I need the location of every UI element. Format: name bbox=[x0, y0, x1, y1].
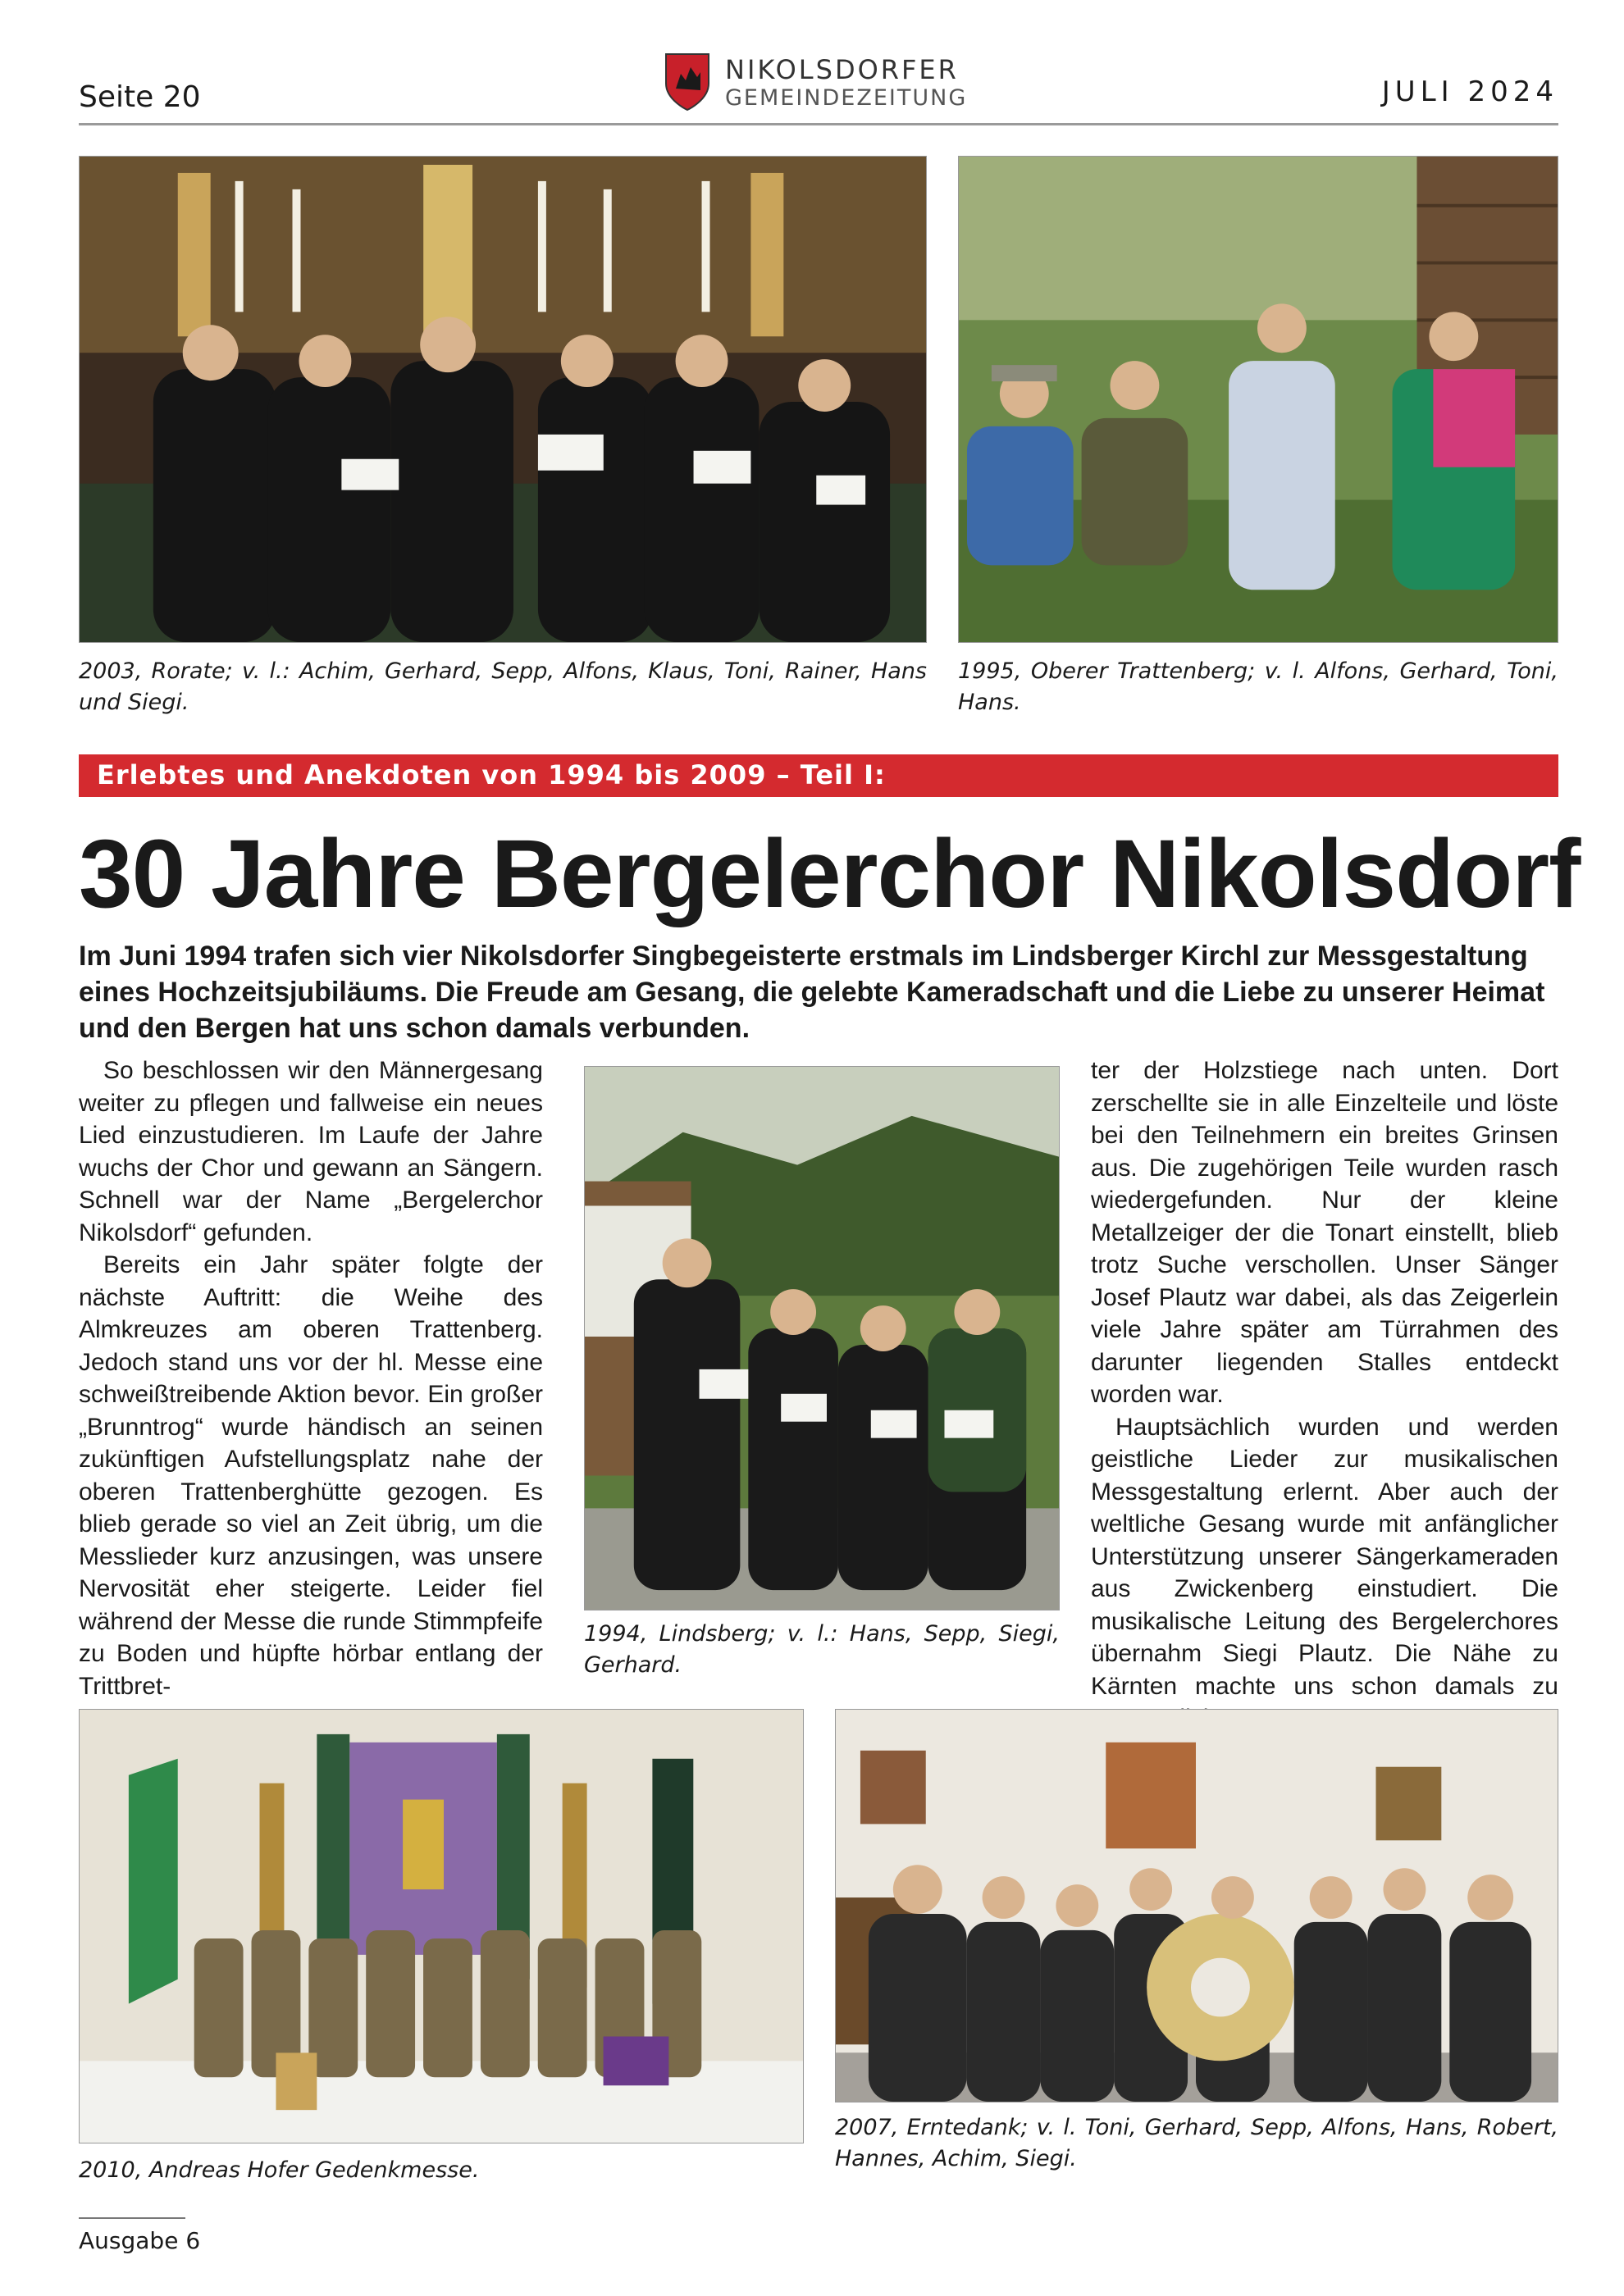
photo-gedenkmesse bbox=[79, 1709, 804, 2143]
paragraph: So beschlossen wir den Männergesang weiter zu pflegen und fallweise ein neues Lied einzustudieren. Im Laufe der Jahre wuchs der Chor und gewann an Sängern. Schnell war der Name „Bergelerchor Nikolsdorf“ gefunden. bbox=[79, 1057, 543, 1246]
section-kicker bbox=[79, 754, 1558, 797]
municipal-crest-icon bbox=[664, 52, 710, 112]
caption-rorate: 2003, Rorate; v. l.: Achim, Gerhard, Sepp, Alfons, Klaus, Toni, Rainer, Hans und Siegi. bbox=[79, 658, 927, 715]
article-column-3 bbox=[1091, 1055, 1558, 1735]
caption-trattenberg: 1995, Oberer Trattenberg; v. l. Alfons, Gerhard, Toni, Hans. bbox=[958, 658, 1558, 715]
photo-rorate bbox=[79, 156, 927, 643]
article-headline: 30 Jahre Bergelerchor Nikolsdorf bbox=[79, 820, 1581, 928]
photo-erntedank bbox=[835, 1709, 1558, 2102]
masthead bbox=[664, 52, 1009, 118]
issue-number: Ausgabe 6 bbox=[79, 2227, 201, 2254]
masthead-title: NIKOLSDORFER bbox=[725, 54, 959, 85]
caption-erntedank: 2007, Erntedank; v. l. Toni, Gerhard, Sepp, Alfons, Hans, Robert, Hannes, Achim, Siegi. bbox=[835, 2115, 1558, 2171]
paragraph: Bereits ein Jahr später folgte der nächste Auftritt: die Weihe des Almkreuzes am oberen Trattenberg. Jedoch stand uns vor der hl. Messe eine schweißtreibende Aktion bevor. Ein großer „Brunntrog“ wurde händisch an seinen zukünftigen Aufstellungsplatz nahe der oberen Trattenberghütte gezogen. Es blieb gerade so viel an Zeit übrig, um die Messlieder kurz anzusingen, was unsere Nervosität eher steigerte. Leider fiel während der Messe die runde Stimmpfeife zu Boden und hüpfte hörbar entlang der Trittbret- bbox=[79, 1251, 543, 1700]
caption-gedenkmesse: 2010, Andreas Hofer Gedenkmesse. bbox=[79, 2157, 480, 2183]
paragraph: Hauptsächlich wurden und werden geistliche Lieder zur musikalischen Messgestaltung erlernt. Aber auch der weltliche Gesang wurde mit anfänglicher Unterstützung unserer Sängerkameraden aus Zwickenberg einstudiert. Die musikalische Leitung des Bergelerchores übernahm Siegi Plautz. Die Nähe zu Kärnten machte uns schon damals zu bbox=[1091, 1413, 1558, 1700]
issue-date: JULI 2024 bbox=[1381, 75, 1558, 108]
footer-divider bbox=[79, 2217, 185, 2219]
page-number: Seite 20 bbox=[79, 80, 201, 114]
masthead-subtitle: GEMEINDEZEITUNG bbox=[725, 85, 968, 111]
paragraph: ter der Holzstiege nach unten. Dort zerschellte sie in alle Einzelteile und löste bei den Teilnehmern ein breites Grinsen aus. Die zugehörigen Teile wurden rasch wiedergefunden. Nur der kleine Metallzeiger der die Tonart einstellt, blieb trotz Suche verschollen. Unser Sänger Josef Plautz war dabei, als das Zeigerlein viele Jahre später am Türrahmen des darunter liegenden Stalles entdeckt worden war. bbox=[1091, 1057, 1558, 1408]
article-lead: Im Juni 1994 trafen sich vier Nikolsdorfer Singbegeisterte erstmals im Lindsberger Kirchl zur Messgestaltung eines Hochzeitsjubiläums. Die Freude am Gesang, die gelebte Kameradschaft und die Liebe zu unserer Heimat und den Bergen hat uns schon damals verbunden. bbox=[79, 941, 1545, 1044]
article-column-1 bbox=[79, 1055, 543, 1702]
caption-lindsberg: 1994, Lindsberg; v. l.: Hans, Sepp, Siegi, Gerhard. bbox=[584, 1621, 1060, 1678]
header-divider bbox=[79, 123, 1558, 125]
photo-lindsberg bbox=[584, 1066, 1060, 1610]
photo-trattenberg bbox=[958, 156, 1558, 643]
kicker-text: Erlebtes und Anekdoten von 1994 bis 2009 – Teil I: bbox=[97, 759, 886, 790]
